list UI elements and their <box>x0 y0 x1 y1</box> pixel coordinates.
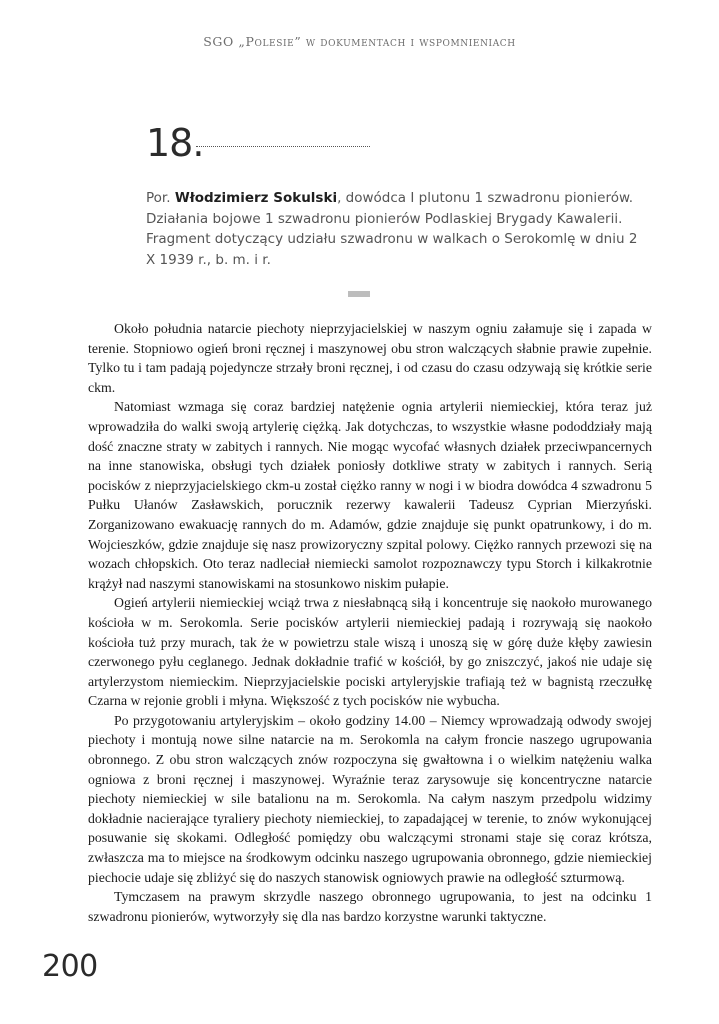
section-divider <box>348 291 370 297</box>
chapter-number: 18. <box>146 121 204 165</box>
paragraph: Ogień artylerii niemieckiej wciąż trwa z niesłabnącą siłą i koncentruje się naokoło murowanego kościoła w m. Serokomla. Serie pocisków artylerii niemieckiej padają i rozrywają się naokoło kościoła tuż przy murach, tak że w powietrzu stale wiszą i unoszą się w górę duże kłęby zawiesin czerwonego pyłu ceglanego. Jednak dokładnie trafić w kościół, by go zniszczyć, jakoś nie udaje się artylerzystom niemieckim. Nieprzyjacielskie pociski artyleryjskie trafiają też w bagnistą rzeczułkę Czarna w rejonie grobli i młyna. Większość z tych pocisków nie wybucha. <box>88 595 652 709</box>
running-header: SGO „Polesie” w dokumentach i wspomnieniach <box>203 34 516 49</box>
body-text <box>88 319 652 926</box>
author-rank: Por. <box>146 190 171 206</box>
paragraph: Tymczasem na prawym skrzydle naszego obronnego ugrupowania, to jest na odcinku 1 szwadronu pionierów, wytworzyły się dla nas bardzo korzystne warunki taktyczne. <box>88 889 652 924</box>
chapter-dotted-rule <box>196 146 370 147</box>
paragraph: Po przygotowaniu artyleryjskim – około godziny 14.00 – Niemcy wprowadzają odwody swojej piechoty i montują nowe silne natarcie na m. Serokomla na całym froncie naszego ugrupowania obronnego. Z obu stron walczących znów rozpoczyna się gwałtowna i o wielkim natężeniu walka ogniowa z broni ręcznej i maszynowej. Wyraźnie teraz zarysowuje się koncentryczne natarcie piechoty niemieckiej w sile batalionu na m. Serokomla. Na całym naszym przedpolu widzimy dokładnie nacierające tyraliery piechoty niemieckiej, to zapadającej w terenie, to znów wykonującej posuwanie się skokami. Odległość pomiędzy obu walczącymi stronami staje się coraz krótsza, zwłaszcza ma to miejsce na środkowym odcinku naszego ugrupowania obronnego, gdzie niemieckiej piechocie udaje się zbliżyć się do naszych stanowisk ogniowych prawie na odległość szturmową. <box>88 712 652 885</box>
document-description <box>146 188 646 270</box>
author-name: Włodzimierz Sokulski <box>174 190 338 206</box>
description-text: , dowódca I plutonu 1 szwadronu pionierów. Działania bojowe 1 szwadronu pionierów Podlaskiej Brygady Kawalerii. Fragment dotyczący udziału szwadronu w walkach o Serokomlę w dniu 2 X 1939 r., b. m. i r. <box>146 190 638 268</box>
paragraph: Około południa natarcie piechoty nieprzyjacielskiej w naszym ogniu załamuje się i zapada w terenie. Stopniowo ogień broni ręcznej i maszynowej obu stron walczących słabnie prawie zupełnie. Tylko tu i tam padają pojedyncze strzały broni ręcznej, i od czasu do czasu odzywają się krótkie serie ckm. <box>88 321 652 395</box>
page-number: 200 <box>42 949 98 984</box>
paragraph: Natomiast wzmaga się coraz bardziej natężenie ognia artylerii niemieckiej, która teraz już wprowadziła do walki swoją artylerię ciężką. Jak dotychczas, to wszystkie własne pododdziały mają dość znaczne straty w zabitych i rannych. Nie mogąc wycofać własnych działek przeciwpancernych na inne stanowiska, obsługi tych działek poniosły dotkliwe straty w zabitych i rannych. Serią pocisków z nieprzyjacielskiego ckm-u został ciężko ranny w nogi i w biodra dowódca 4 szwadronu 5 Pułku Ułanów Zasławskich, porucznik rezerwy kawalerii Tadeusz Cyprian Mierzyński. Zorganizowano ewakuację rannych do m. Adamów, gdzie znajduje się punkt opatrunkowy, i do m. Wojcieszków, gdzie znajduje się nasz prowizoryczny szpital polowy. Ciężko rannych przewozi się na wozach chłopskich. Oto teraz nadleciał niemiecki samolot rozpoznawczy typu Storch i kilkakrotnie krążył nad naszymi stanowiskami na stosunkowo niskim pułapie. <box>88 399 652 591</box>
